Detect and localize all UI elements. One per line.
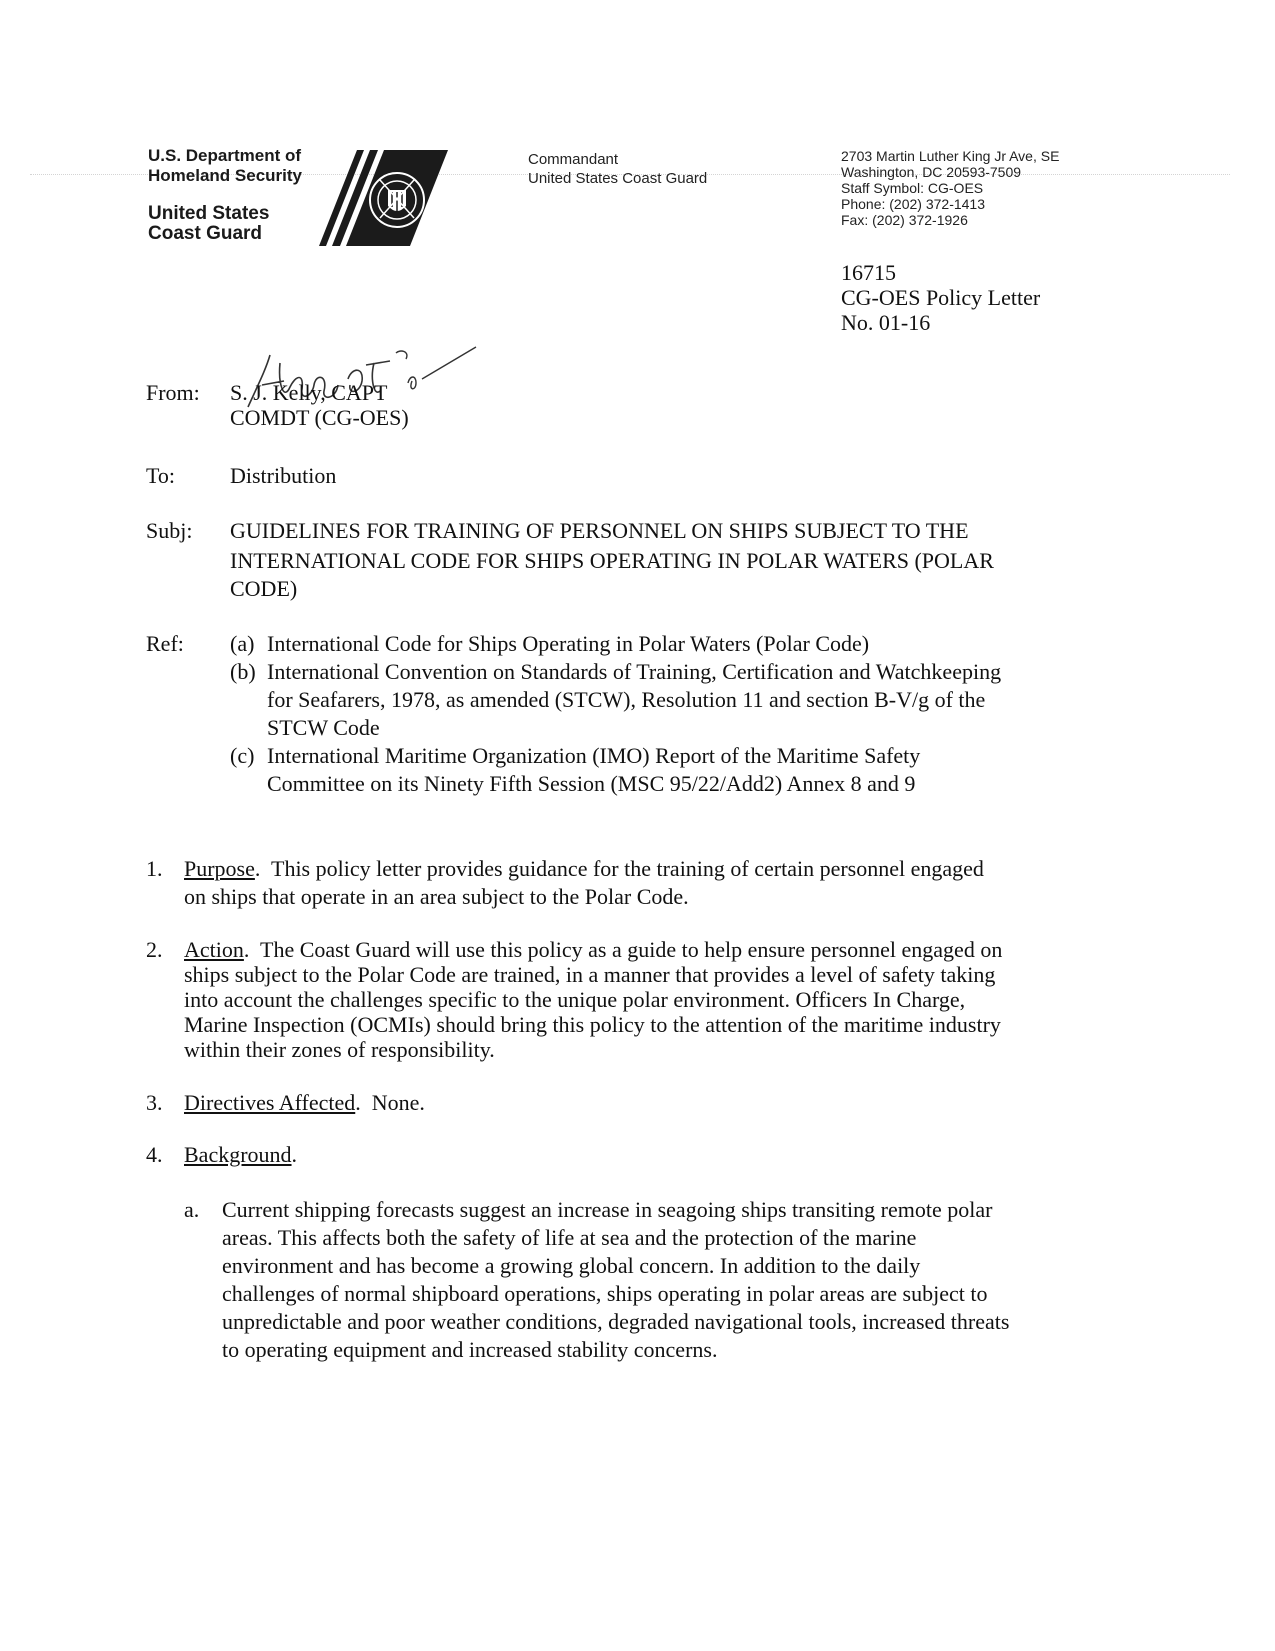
background-a-line-2: areas. This affects both the safety of life at sea and the protection of the marine: [222, 1225, 917, 1250]
section-2-line-2: ships subject to the Polar Code are trained, in a manner that provides a level of safety taking: [184, 962, 996, 987]
section-2-line-1: Action. The Coast Guard will use this policy as a guide to help ensure personnel engaged on: [184, 937, 1003, 962]
command-line-2: United States Coast Guard: [528, 170, 708, 187]
from-name: S. J. Kelly, CAPT: [230, 380, 388, 405]
ref-c-line-1: International Maritime Organization (IMO) Report of the Maritime Safety: [267, 743, 921, 768]
ref-a-line-1: International Code for Ships Operating in Polar Waters (Polar Code): [267, 631, 870, 656]
subject-label: Subj:: [146, 518, 193, 543]
section-2-number: 2.: [146, 937, 163, 962]
section-1-line-2: on ships that operate in an area subject to the Polar Code.: [184, 884, 689, 909]
background-a-line-5: unpredictable and poor weather conditions, degraded navigational tools, increased threats: [222, 1309, 1010, 1334]
section-2-text-1: The Coast Guard will use this policy as a guide to help ensure personnel engaged on: [260, 937, 1003, 962]
policy-reference-block: [841, 260, 1040, 335]
section-2-line-5: within their zones of responsibility.: [184, 1037, 495, 1062]
ref-a-key: (a): [230, 631, 255, 656]
phone-number: Phone: (202) 372-1413: [841, 196, 985, 212]
section-1-title: Purpose: [184, 856, 255, 881]
address-line-1: 2703 Martin Luther King Jr Ave, SE: [841, 148, 1060, 164]
ref-b-line-1: International Convention on Standards of Training, Certification and Watchkeeping: [267, 659, 1002, 684]
ref-c-line-2: Committee on its Ninety Fifth Session (MSC 95/22/Add2) Annex 8 and 9: [267, 771, 916, 796]
section-3-line-1: Directives Affected. None.: [184, 1090, 425, 1115]
to-value: Distribution: [230, 463, 337, 488]
fax-number: Fax: (202) 372-1926: [841, 212, 968, 228]
background-a-line-4: challenges of normal shipboard operations, ships operating in polar areas are subject to: [222, 1281, 988, 1306]
ref-c-key: (c): [230, 743, 255, 768]
section-4-number: 4.: [146, 1142, 163, 1167]
ref-b-line-2: for Seafarers, 1978, as amended (STCW), Resolution 11 and section B-V/g of the: [267, 687, 986, 712]
section-1-text-1: This policy letter provides guidance for the training of certain personnel engaged: [271, 856, 984, 881]
address-block: [841, 148, 1059, 228]
section-2-line-4: Marine Inspection (OCMIs) should bring this policy to the attention of the maritime industry: [184, 1012, 1001, 1037]
department-name: [148, 146, 302, 186]
section-2-line-3: into account the challenges specific to the unique polar environment. Officers In Charge,: [184, 987, 966, 1012]
section-1-number: 1.: [146, 856, 163, 881]
ssic-number: 16715: [841, 260, 896, 285]
subject-line-3: CODE): [230, 576, 298, 601]
from-office: COMDT (CG-OES): [230, 405, 409, 430]
ref-b-line-3: STCW Code: [267, 715, 380, 740]
command-block: [528, 150, 707, 188]
section-3-number: 3.: [146, 1090, 163, 1115]
reference-label: Ref:: [146, 631, 184, 656]
coast-guard-seal-icon: [318, 150, 448, 246]
section-2-title: Action: [184, 937, 244, 962]
department-line-1: U.S. Department of: [148, 146, 302, 165]
to-label: To:: [146, 463, 176, 488]
policy-letter-title: CG-OES Policy Letter: [841, 285, 1041, 310]
background-a-line-1: Current shipping forecasts suggest an increase in seagoing ships transiting remote polar: [222, 1197, 993, 1222]
background-a-line-3: environment and has become a growing global concern. In addition to the daily: [222, 1253, 921, 1278]
address-line-2: Washington, DC 20593-7509: [841, 164, 1022, 180]
ref-b-key: (b): [230, 659, 256, 684]
section-4-line-1: Background.: [184, 1142, 298, 1167]
background-a-line-6: to operating equipment and increased stability concerns.: [222, 1337, 718, 1362]
department-line-2: Homeland Security: [148, 166, 302, 185]
policy-letter-number: No. 01-16: [841, 310, 931, 335]
section-1-line-1: Purpose. This policy letter provides guidance for the training of certain personnel engaged: [184, 856, 984, 881]
section-3-text-1: None.: [371, 1090, 425, 1115]
command-line-1: Commandant: [528, 151, 619, 168]
agency-name: [148, 204, 269, 244]
section-3-title: Directives Affected: [184, 1090, 356, 1115]
from-label: From:: [146, 380, 200, 405]
agency-line-1: United States: [148, 203, 270, 224]
background-a-key: a.: [184, 1197, 200, 1222]
section-4-title: Background: [184, 1142, 292, 1167]
staff-symbol: Staff Symbol: CG-OES: [841, 180, 984, 196]
subject-line-1: GUIDELINES FOR TRAINING OF PERSONNEL ON SHIPS SUBJECT TO THE: [230, 518, 969, 543]
agency-line-2: Coast Guard: [148, 223, 263, 244]
subject-line-2: INTERNATIONAL CODE FOR SHIPS OPERATING IN POLAR WATERS (POLAR: [230, 548, 994, 573]
